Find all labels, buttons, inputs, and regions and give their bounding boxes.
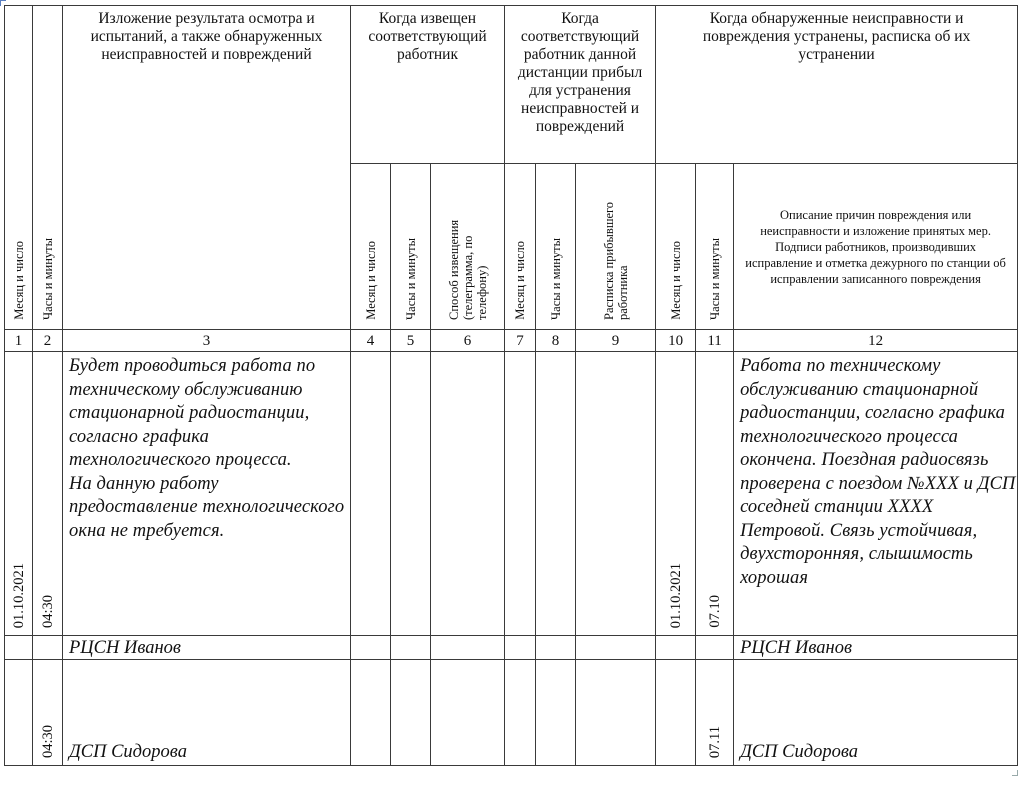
header-col4 <box>351 164 391 330</box>
entry2-col5 <box>391 660 431 766</box>
entry1-col7 <box>505 352 536 636</box>
entry1-date-cell <box>5 352 33 636</box>
sig1-col2 <box>33 636 63 660</box>
header-col5 <box>391 164 431 330</box>
entry2-col1 <box>5 660 33 766</box>
column-number-2: 2 <box>33 330 63 352</box>
entry1-time-cell <box>33 352 63 636</box>
entry2-col4 <box>351 660 391 766</box>
table-row <box>5 636 1018 660</box>
page-corner-marker-bottom <box>1012 770 1018 776</box>
log-table-wrapper <box>4 5 1018 766</box>
header-col11 <box>696 164 734 330</box>
entry1-col6 <box>431 352 505 636</box>
entry2-time-cell <box>33 660 63 766</box>
entry1-signature-left: РЦСН Иванов <box>63 636 351 660</box>
sig1-col6 <box>431 636 505 660</box>
entry1-col4 <box>351 352 391 636</box>
header-col7-label: Месяц и число <box>513 241 528 320</box>
entry1-col9 <box>576 352 656 636</box>
column-number-11: 11 <box>696 330 734 352</box>
header-col6-label: Способ извещения (телеграмма, по телефону) <box>446 219 489 320</box>
entry1-date: 01.10.2021 <box>10 562 27 628</box>
entry1-time: 04:30 <box>39 594 56 628</box>
entry1-col8 <box>536 352 576 636</box>
header-col7 <box>505 164 536 330</box>
entry1-fixed-time-cell <box>696 352 734 636</box>
sig1-col5 <box>391 636 431 660</box>
entry1-fixed-time: 07.10 <box>706 595 723 628</box>
column-number-8: 8 <box>536 330 576 352</box>
header-col10 <box>656 164 696 330</box>
sig1-col8 <box>536 636 576 660</box>
header-col3-title: Изложение результата осмотра и испытаний, а также обнаруженных неисправностей и повреждений <box>63 6 351 330</box>
entry1-text-part2: На данную работу предоставление технологического окна не требуется. <box>69 473 345 541</box>
column-number-1: 1 <box>5 330 33 352</box>
entry1-col5 <box>391 352 431 636</box>
inspection-log-table <box>4 5 1018 766</box>
entry2-fixed-time: 07.11 <box>706 725 723 758</box>
header-col9 <box>576 164 656 330</box>
entry1-fixed-date-cell <box>656 352 696 636</box>
header-col4-label: Месяц и число <box>363 241 378 320</box>
header-col9-label: Расписка прибывшего работника <box>601 201 630 320</box>
sig1-col9 <box>576 636 656 660</box>
entry1-description <box>63 352 351 636</box>
header-col11-label: Часы и минуты <box>707 238 722 320</box>
header-col8 <box>536 164 576 330</box>
header-group-fixed: Когда обнаруженные неисправности и повреждения устранены, расписка об их устранении <box>656 6 1018 164</box>
entry2-signature-left: ДСП Сидорова <box>63 660 351 766</box>
column-number-4: 4 <box>351 330 391 352</box>
sig1-col4 <box>351 636 391 660</box>
header-col1-label: Месяц и число <box>11 241 26 320</box>
entry2-col9 <box>576 660 656 766</box>
column-number-12: 12 <box>734 330 1018 352</box>
entry1-text-part1: Будет проводиться работа по техническому обслуживанию стационарной радиостанции, согласно графика технологического процесса. <box>69 356 316 470</box>
header-col10-label: Месяц и число <box>668 241 683 320</box>
sig1-col7 <box>505 636 536 660</box>
entry2-signature-right: ДСП Сидорова <box>734 660 1018 766</box>
entry2-time: 04:30 <box>39 724 56 758</box>
entry2-fixed-time-cell <box>696 660 734 766</box>
header-col12-label: Описание причин повреждения или неисправности и изложение принятых мер. Подписи работников, производивших исправление и отметка дежурного по станции об исправлении записанного повреждения <box>734 164 1018 330</box>
header-group-arrived: Когда соответствующий работник данной дистанции прибыл для устранения неисправностей и повреждений <box>505 6 656 164</box>
column-number-7: 7 <box>505 330 536 352</box>
entry2-col6 <box>431 660 505 766</box>
sig1-col10 <box>656 636 696 660</box>
column-number-5: 5 <box>391 330 431 352</box>
entry2-col10 <box>656 660 696 766</box>
header-col1 <box>5 6 33 330</box>
entry1-fixed-description: Работа по техническому обслуживанию стационарной радиостанции, согласно графика технологического процесса окончена. Поездная радиосвязь проверена с поездом №XXX и ДСП соседней станции XXXX Петровой. Связь устойчивая, двухсторонняя, слышимость хорошая <box>734 352 1018 636</box>
column-number-9: 9 <box>576 330 656 352</box>
table-row <box>5 660 1018 766</box>
column-number-6: 6 <box>431 330 505 352</box>
entry1-fixed-date: 01.10.2021 <box>667 562 684 628</box>
header-col2 <box>33 6 63 330</box>
header-col5-label: Часы и минуты <box>403 238 418 320</box>
header-col8-label: Часы и минуты <box>548 238 563 320</box>
header-col6 <box>431 164 505 330</box>
table-row <box>5 352 1018 636</box>
entry2-col8 <box>536 660 576 766</box>
column-number-3: 3 <box>63 330 351 352</box>
entry1-signature-right: РЦСН Иванов <box>734 636 1018 660</box>
sig1-col11 <box>696 636 734 660</box>
header-group-notified: Когда извещен соответствующий работник <box>351 6 505 164</box>
header-col2-label: Часы и минуты <box>40 238 55 320</box>
entry2-col7 <box>505 660 536 766</box>
sig1-col1 <box>5 636 33 660</box>
column-number-10: 10 <box>656 330 696 352</box>
